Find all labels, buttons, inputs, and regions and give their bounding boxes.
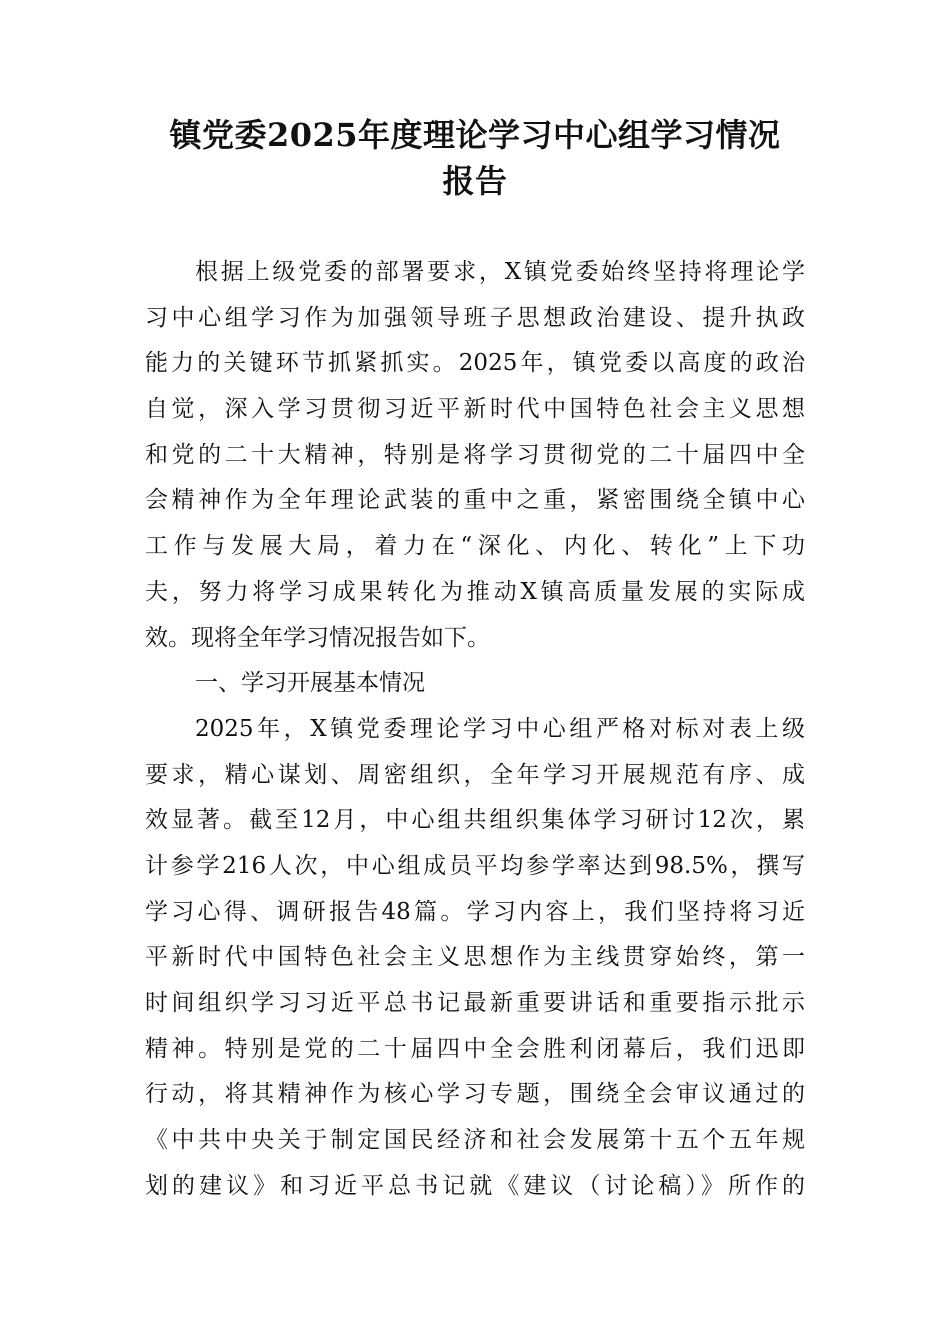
paragraph-line: 工作与发展大局，着力在“深化、内化、转化”上下功 xyxy=(145,533,805,560)
document-title xyxy=(145,112,805,204)
paragraph-line: 时间组织学习习近平总书记最新重要讲话和重要指示批示 xyxy=(145,990,805,1016)
document-body xyxy=(145,250,805,1209)
section-paragraph xyxy=(145,707,805,1210)
paragraph-line: 计参学216人次，中心组成员平均参学率达到98.5%，撰写 xyxy=(145,852,805,879)
paragraph-line: 根据上级党委的部署要求，X镇党委始终坚持将理论学 xyxy=(195,259,805,285)
section-heading: 一、学习开展基本情况 xyxy=(195,670,425,697)
title-line-1: 镇党委2025年度理论学习中心组学习情况 xyxy=(169,116,781,154)
intro-paragraph xyxy=(145,250,805,661)
paragraph-line: 平新时代中国特色社会主义思想作为主线贯穿始终，第一 xyxy=(145,944,805,971)
paragraph-line: 习中心组学习作为加强领导班子思想政治建设、提升执政 xyxy=(145,304,805,331)
paragraph-line: 2025年，X镇党委理论学习中心组严格对标对表上级 xyxy=(195,715,805,742)
paragraph-line: 行动，将其精神作为核心学习专题，围绕全会审议通过的 xyxy=(145,1081,805,1108)
paragraph-line: 划的建议》和习近平总书记就《建议（讨论稿）》所作的 xyxy=(145,1172,805,1199)
paragraph-line: 夫，努力将学习成果转化为推动X镇高质量发展的实际成 xyxy=(145,578,805,605)
paragraph-line: 和党的二十大精神，特别是将学习贯彻党的二十届四中全 xyxy=(145,441,805,468)
paragraph-line: 自觉，深入学习贯彻习近平新时代中国特色社会主义思想 xyxy=(145,396,805,423)
title-line-2: 报告 xyxy=(442,162,508,200)
paragraph-line: 学习心得、调研报告48篇。学习内容上，我们坚持将习近 xyxy=(145,898,805,925)
paragraph-line: 能力的关键环节抓紧抓实。2025年，镇党委以高度的政治 xyxy=(145,350,805,377)
paragraph-line: 效显著。截至12月，中心组共组织集体学习研讨12次，累 xyxy=(145,807,805,834)
paragraph-line: 《中共中央关于制定国民经济和社会发展第十五个五年规 xyxy=(145,1127,805,1154)
paragraph-line: 会精神作为全年理论武装的重中之重，紧密围绕全镇中心 xyxy=(145,487,805,514)
paragraph-line: 要求，精心谋划、周密组织，全年学习开展规范有序、成 xyxy=(145,761,805,788)
paragraph-line: 精神。特别是党的二十届四中全会胜利闭幕后，我们迅即 xyxy=(145,1035,805,1062)
paragraph-line: 效。现将全年学习情况报告如下。 xyxy=(145,624,490,651)
